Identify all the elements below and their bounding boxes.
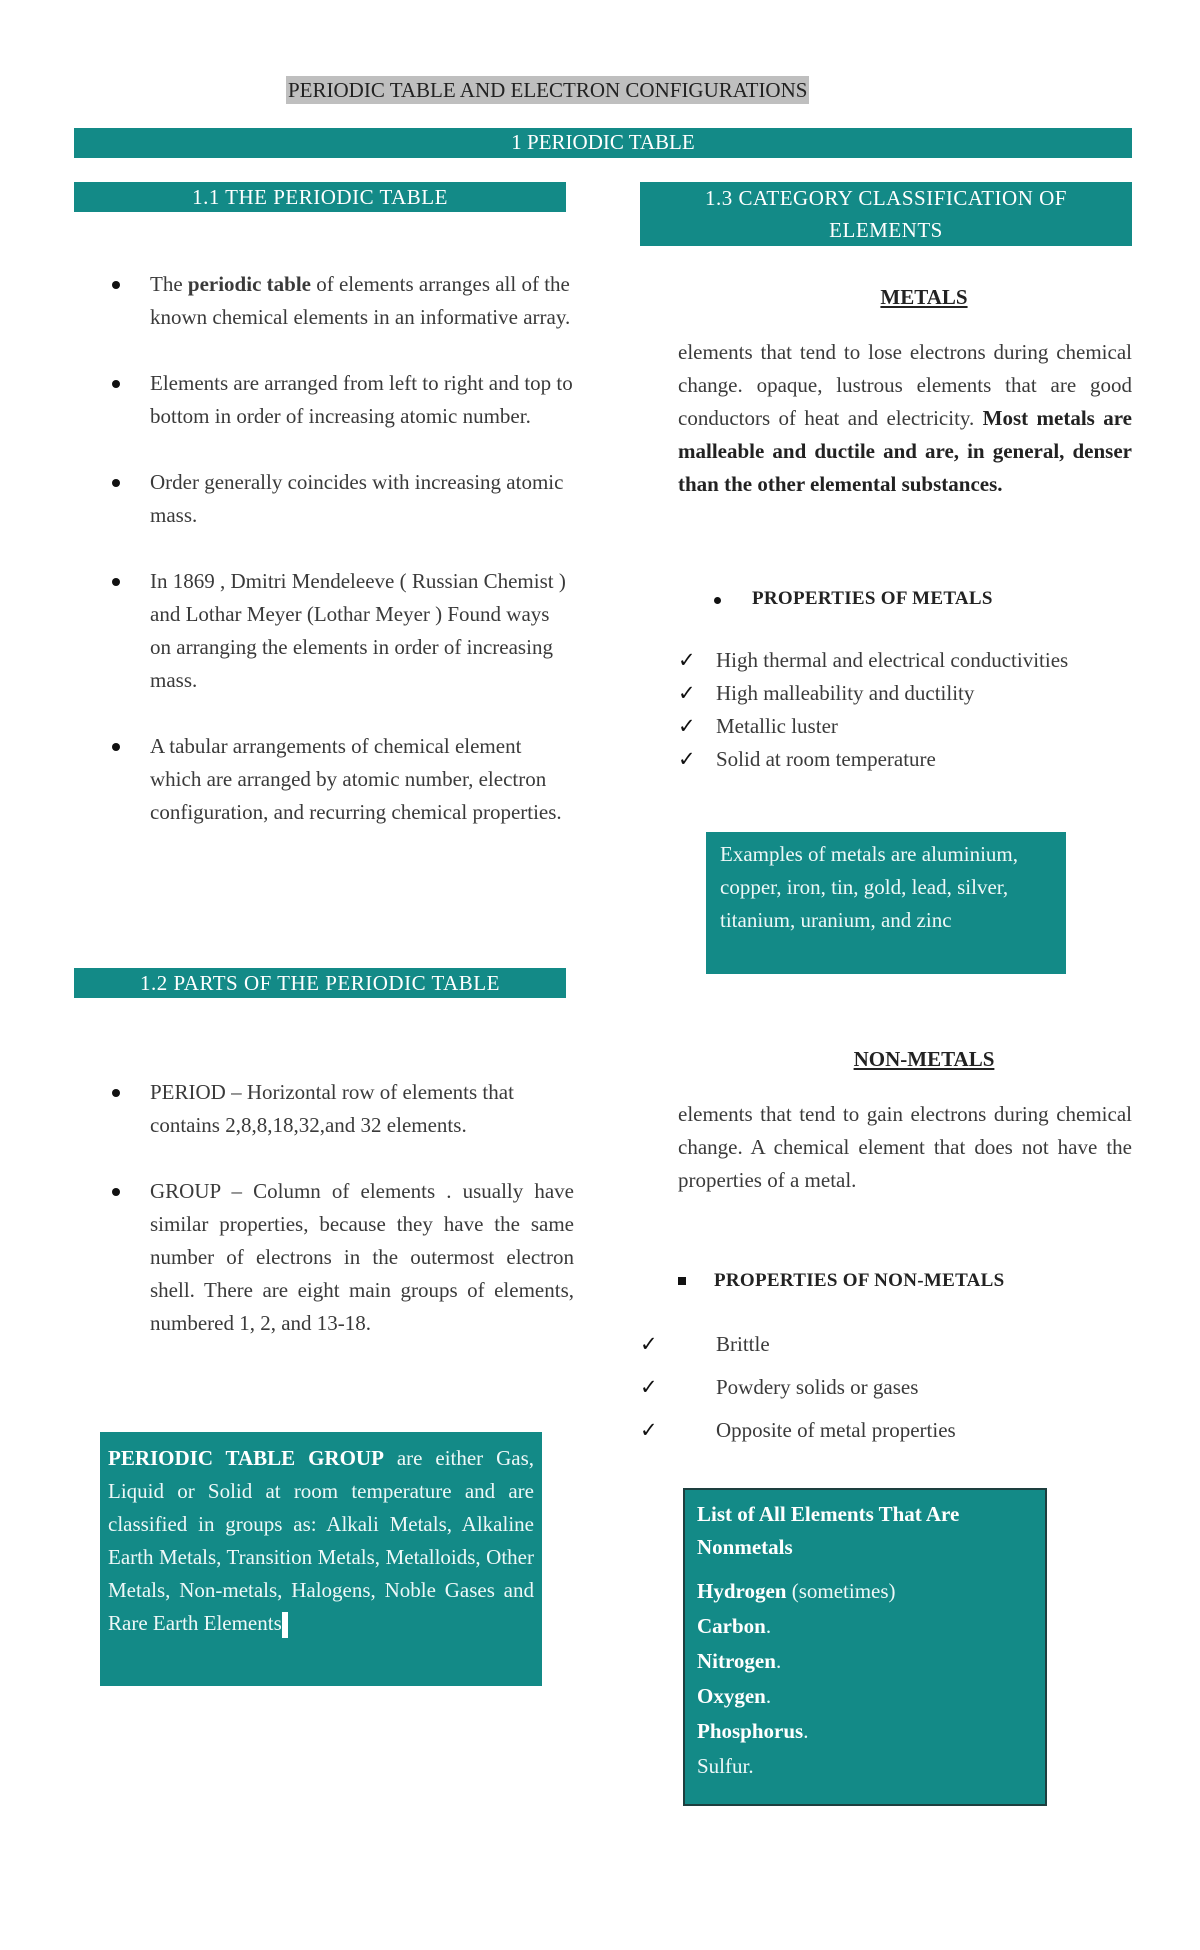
- element-name: Sulfur: [697, 1754, 749, 1778]
- list-item: [676, 644, 1076, 677]
- bullet-icon: [112, 1188, 120, 1196]
- list-item: [676, 710, 1076, 743]
- bullet-text: of elements arranges all of the known chemical elements in an informative array.: [150, 272, 571, 329]
- list-item: [640, 1328, 1080, 1361]
- property-text: Powdery solids or gases: [716, 1375, 919, 1399]
- properties-of-metals-heading: [714, 588, 993, 610]
- nonmetals-list: [697, 1574, 1033, 1784]
- main-heading-bar: 1 PERIODIC TABLE: [74, 128, 1132, 158]
- list-item: [676, 743, 1076, 776]
- nonmetals-list-title: List of All Elements That Are Nonmetals: [697, 1502, 960, 1559]
- element-note: (sometimes): [786, 1579, 896, 1603]
- non-metals-desc-text: elements that tend to gain electrons during chemical change. A chemical element that does not have the properties of a metal.: [678, 1102, 1132, 1192]
- checkmark-icon: ✓: [678, 681, 696, 705]
- bullet-icon: [112, 1089, 120, 1097]
- bullet-icon: [112, 743, 120, 751]
- list-item: [697, 1574, 1033, 1609]
- bullet-icon: [714, 597, 721, 604]
- section-1-2-heading: 1.2 PARTS OF THE PERIODIC TABLE: [74, 968, 566, 998]
- bullet-bold-term: periodic table: [187, 272, 311, 296]
- text-cursor: [282, 1612, 288, 1638]
- list-item: [74, 1175, 574, 1340]
- bullet-icon: [112, 578, 120, 586]
- square-bullet-icon: [678, 1277, 686, 1285]
- metals-desc-bold: Most metals are malleable and ductile and are, in general, denser than the other elemental substances.: [678, 406, 1132, 496]
- subhead-text: PROPERTIES OF NON-METALS: [714, 1270, 1005, 1291]
- properties-of-non-metals-heading: [678, 1270, 1005, 1292]
- list-item: [640, 1371, 1080, 1404]
- list-item: [697, 1644, 1033, 1679]
- bullet-text: In 1869 , Dmitri Mendeleeve ( Russian Chemist ) and Lothar Meyer (Lothar Meyer ) Found ways on arranging the elements in order of increasing mass.: [150, 569, 566, 692]
- list-item: [697, 1749, 1033, 1784]
- bullet-text: GROUP – Column of elements . usually have similar properties, because they have the same number of electrons in the outermost electron shell. There are eight main groups of elements, numbered 1, 2, and 13-18.: [150, 1179, 574, 1335]
- property-text: Opposite of metal properties: [716, 1418, 956, 1442]
- list-item: [697, 1679, 1033, 1714]
- list-item: [697, 1714, 1033, 1749]
- document-title: PERIODIC TABLE AND ELECTRON CONFIGURATIONS: [288, 78, 808, 102]
- checkmark-icon: ✓: [640, 1418, 658, 1442]
- non-metal-properties-list: [640, 1328, 1080, 1447]
- list-item: [74, 565, 574, 697]
- section-1-3-heading-line2: ELEMENTS: [829, 218, 943, 242]
- metals-description: [678, 336, 1132, 501]
- checkmark-icon: ✓: [678, 714, 696, 738]
- bullet-icon: [112, 380, 120, 388]
- element-note: .: [765, 1614, 772, 1638]
- bullet-text: PERIOD – Horizontal row of elements that contains 2,8,8,18,32,and 32 elements.: [150, 1080, 514, 1137]
- metals-heading-text: METALS: [880, 285, 968, 309]
- property-text: Metallic luster: [716, 714, 838, 738]
- element-name: Oxygen: [697, 1684, 766, 1708]
- element-name: Carbon: [697, 1614, 766, 1638]
- list-item: [74, 268, 574, 334]
- element-name: Hydrogen: [697, 1579, 787, 1603]
- property-text: Solid at room temperature: [716, 747, 936, 771]
- property-text: Brittle: [716, 1332, 770, 1356]
- group-box-text: are either Gas, Liquid or Solid at room temperature and are classified in groups as: Alkali Metals, Alkaline Earth Metals, Transition Metals, Metalloids, Other Metals, Non-metals, Halogens, Noble Gases and Rare Earth Elements: [108, 1446, 534, 1635]
- element-note: .: [748, 1754, 754, 1778]
- checkmark-icon: ✓: [678, 648, 696, 672]
- nonmetals-list-box: [683, 1488, 1047, 1806]
- metals-desc-text: elements that tend to lose electrons during chemical change. opaque, lustrous elements that are good conductors of heat and electricity.: [678, 340, 1132, 430]
- list-item: [74, 466, 574, 532]
- element-name: Nitrogen: [697, 1649, 776, 1673]
- bullet-icon: [112, 281, 120, 289]
- non-metals-heading-text: NON-METALS: [853, 1047, 995, 1071]
- non-metals-description: [678, 1098, 1132, 1197]
- element-note: .: [803, 1719, 809, 1743]
- section-1-3-heading-line1: 1.3 CATEGORY CLASSIFICATION OF: [705, 186, 1067, 210]
- list-item: [640, 1414, 1080, 1447]
- bullet-text: Elements are arranged from left to right and top to bottom in order of increasing atomic number.: [150, 371, 573, 428]
- section-1-1-body: [74, 268, 574, 862]
- checkmark-icon: ✓: [640, 1332, 658, 1356]
- subhead-text: PROPERTIES OF METALS: [752, 588, 993, 609]
- examples-text: Examples of metals are aluminium, copper, iron, tin, gold, lead, silver, titanium, uranium, and zinc: [720, 842, 1018, 932]
- bullet-text: Order generally coincides with increasing atomic mass.: [150, 470, 564, 527]
- list-item: [74, 730, 574, 829]
- non-metals-heading: [640, 1044, 1200, 1074]
- metal-properties-list: [676, 644, 1076, 776]
- list-item: [697, 1609, 1033, 1644]
- element-name: Phosphorus: [697, 1719, 804, 1743]
- bullet-icon: [112, 479, 120, 487]
- property-text: High malleability and ductility: [716, 681, 975, 705]
- section-1-2-body: [74, 1076, 574, 1373]
- list-item: [676, 677, 1076, 710]
- periodic-group-box: [100, 1432, 542, 1686]
- bullet-text: The: [150, 272, 188, 296]
- bullet-text: A tabular arrangements of chemical element which are arranged by atomic number, electron configuration, and recurring chemical properties.: [150, 734, 562, 824]
- list-item: [74, 1076, 574, 1142]
- section-1-3-heading: [640, 182, 1132, 246]
- list-item: [74, 367, 574, 433]
- element-note: .: [775, 1649, 782, 1673]
- element-note: .: [765, 1684, 772, 1708]
- checkmark-icon: ✓: [640, 1375, 658, 1399]
- metal-examples-box: [706, 832, 1066, 974]
- group-box-bold: PERIODIC TABLE GROUP: [108, 1446, 384, 1470]
- section-1-1-heading: 1.1 THE PERIODIC TABLE: [74, 182, 566, 212]
- property-text: High thermal and electrical conductivities: [716, 648, 1069, 672]
- checkmark-icon: ✓: [678, 747, 696, 771]
- metals-heading: [640, 282, 1200, 312]
